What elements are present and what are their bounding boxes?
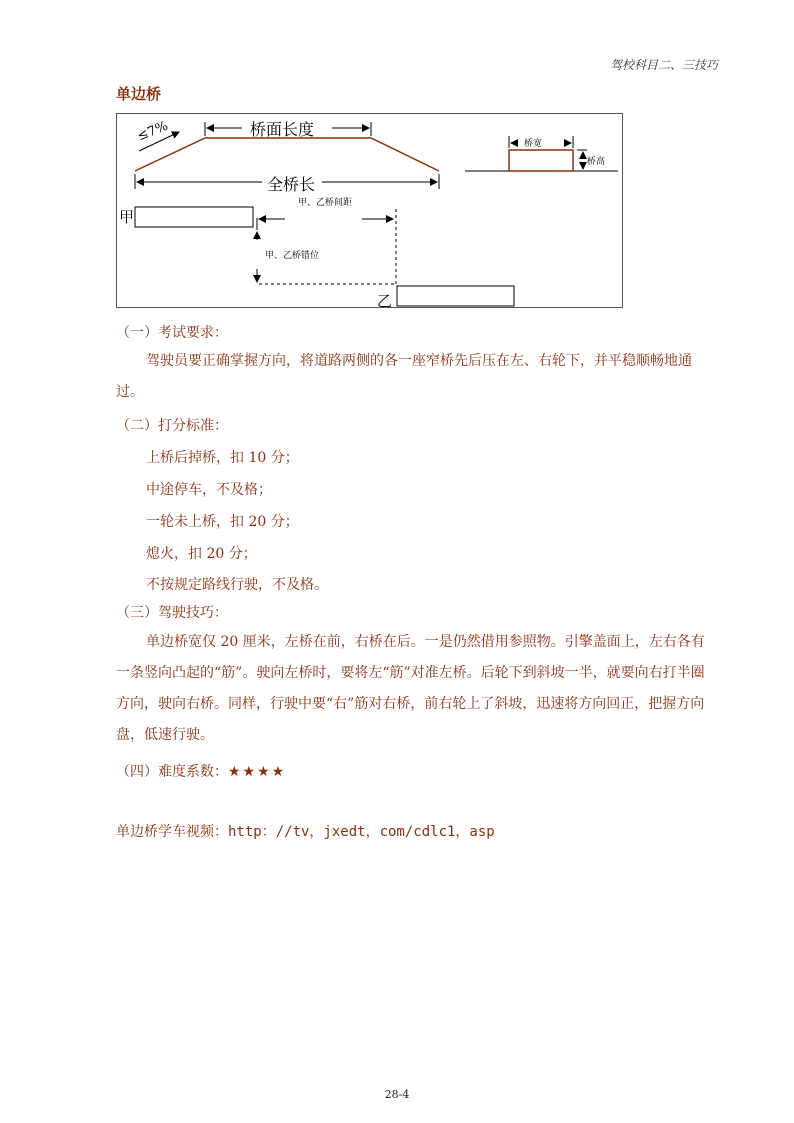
page-number: 28-4 (384, 1088, 410, 1101)
bridge-diagram-drawing (117, 114, 622, 307)
video-link[interactable]: 单边桥学车视频：http：//tv，jxedt，com/cdlc1，asp (116, 824, 495, 840)
yi-label: 乙 (377, 292, 393, 310)
scoring-heading: （二）打分标准： (116, 418, 228, 434)
scoring-item: 一轮未上桥，扣 20 分； (146, 514, 299, 530)
difficulty-row (116, 761, 286, 781)
deck-length-label: 桥面长度 (250, 120, 315, 139)
difficulty-stars: ★★★★ (228, 764, 287, 780)
scoring-item: 熄火，扣 20 分； (146, 546, 257, 562)
tips-text: 单边桥宽仅 20 厘米，左桥在前，右桥在后。一是仍然借用参照物。引擎盖面上，左右各有一条竖向凸起的“筋”。驶向左桥时，要将左“筋”对准左桥。后轮下到斜坡一半，就要向右打半圈方向，驶向右桥。同样，行驶中要“右”筋对右桥，前右轮上了斜坡，迅速将方向回正，把握方向盘，低速行驶。 (116, 634, 705, 743)
scoring-item: 中途停车，不及格； (146, 482, 272, 498)
slope-label: ≤7% (135, 118, 171, 145)
offset-label: 甲、乙桥错位 (265, 251, 320, 261)
spacing-label: 甲、乙桥间距 (298, 198, 353, 208)
full-length-label: 全桥长 (267, 175, 316, 194)
jia-label: 甲 (119, 208, 135, 226)
scoring-item: 上桥后掉桥，扣 10 分； (146, 450, 299, 466)
bridge-profile (135, 138, 439, 171)
difficulty-heading: （四）难度系数： (116, 764, 228, 780)
requirement-heading: （一）考试要求： (116, 325, 228, 341)
bridge-diagram (116, 113, 623, 308)
scoring-item: 不按规定路线行驶，不及格。 (146, 577, 328, 593)
tips-heading: （三）驾驶技巧： (116, 605, 228, 621)
width-label: 桥宽 (524, 136, 542, 149)
height-label: 桥高 (587, 157, 606, 167)
requirement-text: 驾驶员要正确掌握方向，将道路两侧的各一座窄桥先后压在左、右轮下，并平稳顺畅地通过。 (116, 353, 692, 400)
section-title: 单边桥 (116, 85, 162, 103)
page-header: 驾校科目二、三技巧 (609, 58, 718, 72)
